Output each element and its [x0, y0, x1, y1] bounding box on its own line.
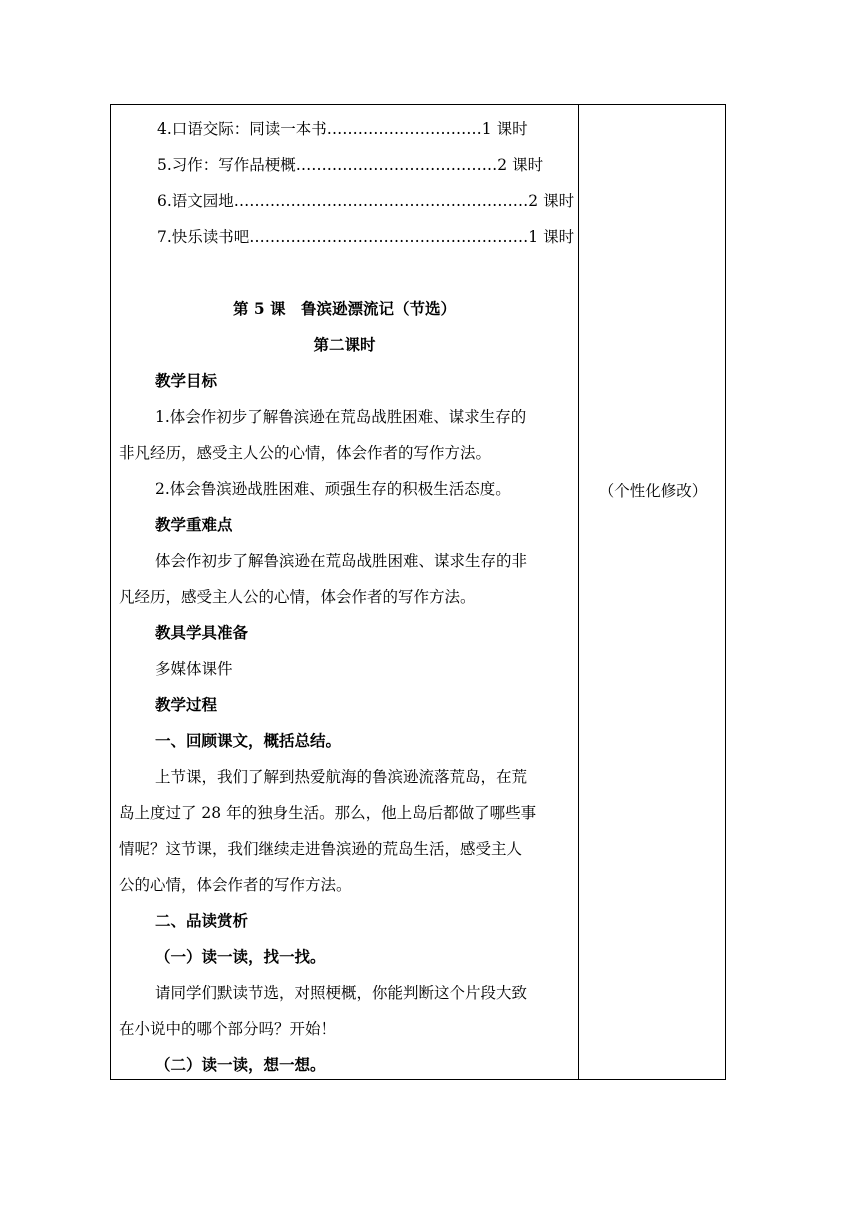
- column-divider: [578, 105, 579, 1079]
- prep-heading: 教具学具准备: [155, 623, 249, 642]
- section-1-line-2: 岛上度过了 28 年的独身生活。那么，他上岛后都做了哪些事: [119, 804, 537, 822]
- goal-1-line-2: 非凡经历，感受主人公的心情，体会作者的写作方法。: [119, 444, 492, 462]
- subsection-1-heading: （一）读一读，找一找。: [155, 947, 326, 966]
- period-title: 第二课时: [313, 335, 376, 354]
- subsection-1-line-2: 在小说中的哪个部分吗？开始！: [119, 1020, 337, 1038]
- toc-item-5: 5.习作：写作品梗概…………………………………2 课时: [157, 156, 544, 174]
- subsection-1-line-1: 请同学们默读节选，对照梗概，你能判断这个片段大致: [155, 984, 528, 1002]
- prep-text: 多媒体课件: [155, 660, 233, 678]
- subsection-2-heading: （二）读一读，想一想。: [155, 1055, 326, 1074]
- process-heading: 教学过程: [155, 695, 218, 714]
- lesson-plan-table: [110, 104, 726, 1080]
- key-points-heading: 教学重难点: [155, 515, 233, 534]
- goals-heading: 教学目标: [155, 371, 218, 390]
- toc-item-6: 6.语文园地…………………………………………………2 课时: [157, 192, 575, 210]
- toc-item-4: 4.口语交际：同读一本书…………………………1 课时: [157, 120, 528, 138]
- goal-2: 2.体会鲁滨逊战胜困难、顽强生存的积极生活态度。: [155, 480, 511, 498]
- key-points-line-2: 凡经历，感受主人公的心情，体会作者的写作方法。: [119, 588, 476, 606]
- toc-item-7: 7.快乐读书吧………………………………………………1 课时: [157, 228, 575, 246]
- personalized-edit-note: （个性化修改）: [598, 482, 708, 500]
- section-1-line-4: 公的心情，体会作者的写作方法。: [119, 876, 352, 894]
- section-1-line-1: 上节课，我们了解到热爱航海的鲁滨逊流落荒岛，在荒: [155, 768, 528, 786]
- section-1-heading: 一、回顾课文，概括总结。: [155, 731, 342, 750]
- key-points-line-1: 体会作初步了解鲁滨逊在荒岛战胜困难、谋求生存的非: [155, 552, 528, 570]
- section-1-line-3: 情呢？这节课，我们继续走进鲁滨逊的荒岛生活，感受主人: [119, 840, 523, 858]
- lesson-title: 第 5 课 鲁滨逊漂流记（节选）: [232, 299, 457, 318]
- goal-1-line-1: 1.体会作初步了解鲁滨逊在荒岛战胜困难、谋求生存的: [155, 408, 527, 426]
- section-2-heading: 二、品读赏析: [155, 911, 249, 930]
